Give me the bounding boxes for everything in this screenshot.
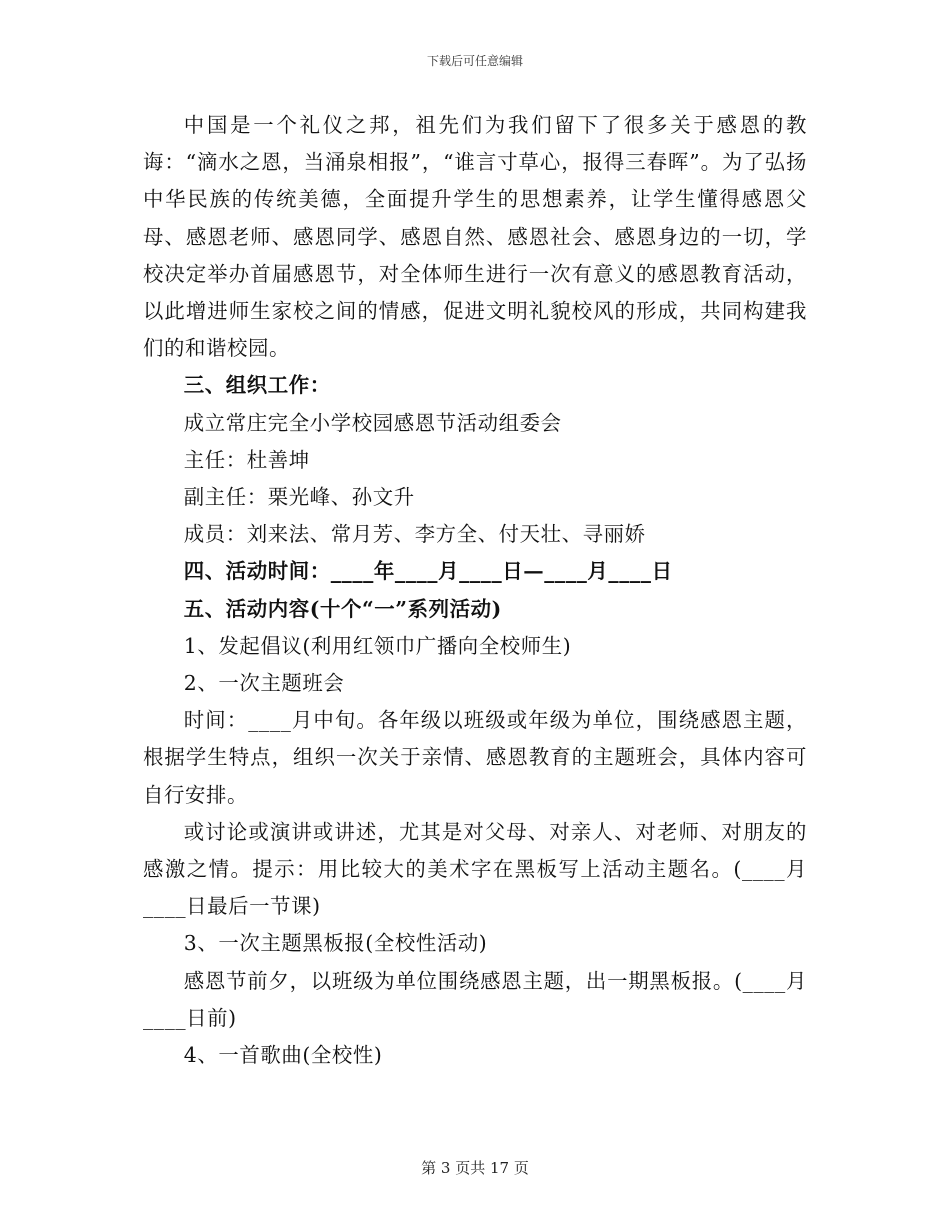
- section-5-heading: 五、活动内容(十个“一”系列活动): [183, 596, 502, 621]
- activity-item-2-time: 时间：____月中旬。各年级以班级或年级为单位，围绕感恩主题，根据学生特点，组织一次关于亲情、感恩教育的主题班会，具体内容可自行安排。: [143, 708, 807, 807]
- page-number: 第 3 页共 17 页: [421, 1159, 529, 1177]
- section-3-heading: 三、组织工作：: [183, 373, 331, 398]
- activity-item-1: 1、发起倡议(利用红领巾广播向全校师生): [183, 633, 572, 658]
- vice-director-line: 副主任：栗光峰、孙文升: [183, 485, 415, 510]
- document-body: [143, 107, 807, 1074]
- members-line: 成员：刘来法、常月芳、李方全、付天壮、寻丽娇: [183, 522, 646, 547]
- section-4-heading: 四、活动时间：____年____月____日—____月____日: [183, 559, 673, 584]
- activity-item-4: 4、一首歌曲(全校性): [183, 1043, 383, 1068]
- director-line: 主任：杜善坤: [183, 447, 310, 472]
- activity-item-2: 2、一次主题班会: [183, 671, 345, 696]
- page-header: 下载后可任意编辑: [426, 54, 523, 68]
- activity-item-2-extra: 或讨论或演讲或讲述，尤其是对父母、对亲人、对老师、对朋友的感激之情。提示：用比较大的美术字在黑板写上活动主题名。(____月____日最后一节课): [143, 819, 807, 919]
- activity-item-3-desc: 感恩节前夕，以班级为单位围绕感恩主题，出一期黑板报。(____月____日前): [143, 968, 807, 1030]
- intro-paragraph: 中国是一个礼仪之邦，祖先们为我们留下了很多关于感恩的教诲：“滴水之恩，当涌泉相报”，“谁言寸草心，报得三春晖”。为了弘扬中华民族的传统美德，全面提升学生的思想素养，让学生懂得感恩父母、感恩老师、感恩同学、感恩自然、感恩社会、感恩身边的一切，学校决定举办首届感恩节，对全体师生进行一次有意义的感恩教育活动，以此增进师生家校之间的情感，促进文明礼貌校风的形成，共同构建我们的和谐校园。: [143, 113, 807, 361]
- activity-item-3: 3、一次主题黑板报(全校性活动): [183, 931, 488, 956]
- committee-line: 成立常庄完全小学校园感恩节活动组委会: [183, 410, 562, 435]
